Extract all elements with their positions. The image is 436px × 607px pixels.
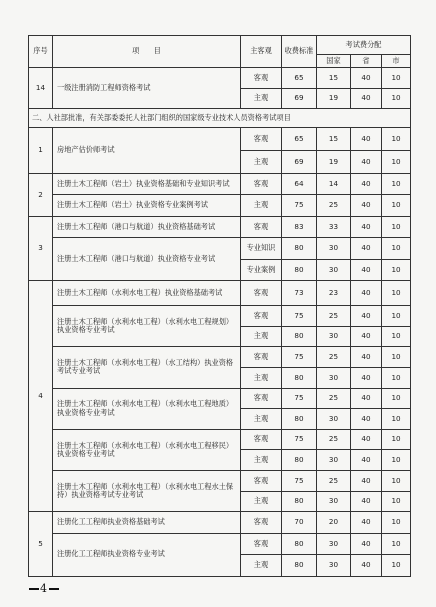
province-cell: 40 <box>351 429 382 450</box>
city-cell: 10 <box>382 491 411 512</box>
nation-cell: 15 <box>317 127 351 150</box>
item-cell: 注册土木工程师（水利水电工程）（水工结构）执业资格考试专业考试 <box>53 347 241 388</box>
item-cell: 注册土木工程师（水利水电工程）（水利水电工程水土保持）执业资格考试专业考试 <box>53 470 241 511</box>
fee-cell: 80 <box>282 450 317 471</box>
province-cell: 40 <box>351 347 382 368</box>
type-cell: 主观 <box>241 491 282 512</box>
province-cell: 40 <box>351 512 382 534</box>
province-cell: 40 <box>351 127 382 150</box>
header-fee: 收费标准 <box>282 36 317 68</box>
province-cell: 40 <box>351 367 382 388</box>
nation-cell: 30 <box>317 491 351 512</box>
item-cell: 注册土木工程师（水利水电工程）执业资格基础考试 <box>53 281 241 306</box>
city-cell: 10 <box>382 326 411 347</box>
table-row <box>29 533 411 555</box>
type-cell: 客观 <box>241 68 282 89</box>
item-cell: 注册土木工程师（水利水电工程）（水利水电工程地质）执业资格专业考试 <box>53 388 241 429</box>
province-cell: 40 <box>351 195 382 217</box>
fee-cell: 80 <box>282 259 317 281</box>
fee-cell: 80 <box>282 555 317 577</box>
province-cell: 40 <box>351 409 382 430</box>
province-cell: 40 <box>351 281 382 306</box>
item-cell: 房地产估价师考试 <box>53 127 241 173</box>
province-cell: 40 <box>351 150 382 173</box>
item-cell: 注册土木工程师（岩土）执业资格专业案例考试 <box>53 195 241 217</box>
type-cell: 客观 <box>241 306 282 327</box>
table-row <box>29 68 411 89</box>
nation-cell: 30 <box>317 238 351 260</box>
section-heading: 二、人社部批准，有关部委委托人社部门组织的国家级专业技术人员资格考试项目 <box>29 109 411 128</box>
nation-cell: 14 <box>317 173 351 195</box>
city-cell: 10 <box>382 88 411 109</box>
type-cell: 主观 <box>241 555 282 577</box>
type-cell: 客观 <box>241 173 282 195</box>
table-row <box>29 429 411 450</box>
type-cell: 主观 <box>241 326 282 347</box>
header-type: 主客观 <box>241 36 282 68</box>
type-cell: 主观 <box>241 88 282 109</box>
type-cell: 主观 <box>241 150 282 173</box>
nation-cell: 15 <box>317 68 351 89</box>
type-cell: 客观 <box>241 347 282 368</box>
type-cell: 客观 <box>241 127 282 150</box>
type-cell: 客观 <box>241 533 282 555</box>
fee-cell: 75 <box>282 388 317 409</box>
fee-cell: 65 <box>282 68 317 89</box>
fee-cell: 75 <box>282 195 317 217</box>
nation-cell: 25 <box>317 429 351 450</box>
nation-cell: 19 <box>317 150 351 173</box>
nation-cell: 30 <box>317 409 351 430</box>
page-number: 4 <box>40 582 48 595</box>
province-cell: 40 <box>351 306 382 327</box>
item-cell: 注册化工工程师执业资格专业考试 <box>53 533 241 576</box>
header-nation: 国家 <box>317 55 351 68</box>
city-cell: 10 <box>382 238 411 260</box>
nation-cell: 30 <box>317 450 351 471</box>
city-cell: 10 <box>382 347 411 368</box>
nation-cell: 33 <box>317 216 351 238</box>
item-cell: 注册土木工程师（港口与航道）执业资格基础考试 <box>53 216 241 238</box>
city-cell: 10 <box>382 259 411 281</box>
fee-cell: 64 <box>282 173 317 195</box>
nation-cell: 30 <box>317 326 351 347</box>
province-cell: 40 <box>351 533 382 555</box>
nation-cell: 25 <box>317 306 351 327</box>
city-cell: 10 <box>382 450 411 471</box>
province-cell: 40 <box>351 173 382 195</box>
province-cell: 40 <box>351 491 382 512</box>
province-cell: 40 <box>351 259 382 281</box>
fee-cell: 70 <box>282 512 317 534</box>
fee-cell: 80 <box>282 533 317 555</box>
fee-cell: 80 <box>282 409 317 430</box>
seq-cell: 2 <box>29 173 53 216</box>
type-cell: 专业知识 <box>241 238 282 260</box>
city-cell: 10 <box>382 216 411 238</box>
type-cell: 主观 <box>241 450 282 471</box>
city-cell: 10 <box>382 512 411 534</box>
fee-cell: 83 <box>282 216 317 238</box>
city-cell: 10 <box>382 533 411 555</box>
table-row <box>29 281 411 306</box>
province-cell: 40 <box>351 68 382 89</box>
province-cell: 40 <box>351 470 382 491</box>
table-row <box>29 388 411 409</box>
type-cell: 客观 <box>241 470 282 491</box>
item-cell: 注册土木工程师（岩土）执业资格基础和专业知识考试 <box>53 173 241 195</box>
city-cell: 10 <box>382 150 411 173</box>
table-row <box>29 470 411 491</box>
item-cell: 注册土木工程师（水利水电工程）（水利水电工程规划）执业资格专业考试 <box>53 306 241 347</box>
page-number-dash-right <box>49 588 59 589</box>
seq-cell: 4 <box>29 281 53 512</box>
city-cell: 10 <box>382 68 411 89</box>
table-row <box>29 512 411 534</box>
type-cell: 客观 <box>241 512 282 534</box>
province-cell: 40 <box>351 216 382 238</box>
section-row <box>29 109 411 128</box>
city-cell: 10 <box>382 388 411 409</box>
table-row <box>29 127 411 150</box>
seq-cell: 5 <box>29 512 53 577</box>
fee-cell: 80 <box>282 326 317 347</box>
nation-cell: 30 <box>317 367 351 388</box>
province-cell: 40 <box>351 88 382 109</box>
type-cell: 客观 <box>241 388 282 409</box>
nation-cell: 23 <box>317 281 351 306</box>
header-province: 省 <box>351 55 382 68</box>
page-number-dash-left <box>29 588 39 589</box>
header-split: 考试费分配 <box>317 36 411 55</box>
city-cell: 10 <box>382 127 411 150</box>
fee-cell: 69 <box>282 88 317 109</box>
fee-cell: 73 <box>282 281 317 306</box>
seq-cell: 14 <box>29 68 53 109</box>
nation-cell: 25 <box>317 470 351 491</box>
header-row <box>29 36 411 55</box>
city-cell: 10 <box>382 367 411 388</box>
city-cell: 10 <box>382 409 411 430</box>
header-item: 项 目 <box>53 36 241 68</box>
city-cell: 10 <box>382 306 411 327</box>
seq-cell: 1 <box>29 127 53 173</box>
type-cell: 客观 <box>241 216 282 238</box>
type-cell: 主观 <box>241 367 282 388</box>
fee-cell: 65 <box>282 127 317 150</box>
item-cell: 注册土木工程师（港口与航道）执业资格专业考试 <box>53 238 241 281</box>
type-cell: 专业案例 <box>241 259 282 281</box>
table-row <box>29 347 411 368</box>
fee-cell: 75 <box>282 347 317 368</box>
nation-cell: 30 <box>317 555 351 577</box>
city-cell: 10 <box>382 470 411 491</box>
header-city: 市 <box>382 55 411 68</box>
city-cell: 10 <box>382 195 411 217</box>
fee-cell: 75 <box>282 429 317 450</box>
fee-cell: 75 <box>282 470 317 491</box>
fee-cell: 80 <box>282 367 317 388</box>
province-cell: 40 <box>351 238 382 260</box>
fee-cell: 75 <box>282 306 317 327</box>
type-cell: 主观 <box>241 195 282 217</box>
exam-fee-table <box>28 35 411 577</box>
fee-cell: 80 <box>282 238 317 260</box>
header-seq: 序号 <box>29 36 53 68</box>
nation-cell: 30 <box>317 533 351 555</box>
item-cell: 注册土木工程师（水利水电工程）（水利水电工程移民）执业资格专业考试 <box>53 429 241 470</box>
seq-cell: 3 <box>29 216 53 281</box>
city-cell: 10 <box>382 173 411 195</box>
type-cell: 主观 <box>241 409 282 430</box>
nation-cell: 19 <box>317 88 351 109</box>
city-cell: 10 <box>382 555 411 577</box>
table-row <box>29 216 411 238</box>
table-row <box>29 195 411 217</box>
type-cell: 客观 <box>241 281 282 306</box>
page-number-footer <box>28 582 60 595</box>
fee-cell: 80 <box>282 491 317 512</box>
province-cell: 40 <box>351 326 382 347</box>
fee-cell: 69 <box>282 150 317 173</box>
province-cell: 40 <box>351 555 382 577</box>
city-cell: 10 <box>382 281 411 306</box>
province-cell: 40 <box>351 450 382 471</box>
table-row <box>29 238 411 260</box>
type-cell: 客观 <box>241 429 282 450</box>
province-cell: 40 <box>351 388 382 409</box>
nation-cell: 20 <box>317 512 351 534</box>
table-row <box>29 306 411 327</box>
nation-cell: 30 <box>317 259 351 281</box>
item-cell: 一级注册消防工程师资格考试 <box>53 68 241 109</box>
nation-cell: 25 <box>317 347 351 368</box>
nation-cell: 25 <box>317 388 351 409</box>
table-row <box>29 173 411 195</box>
item-cell: 注册化工工程师执业资格基础考试 <box>53 512 241 534</box>
city-cell: 10 <box>382 429 411 450</box>
nation-cell: 25 <box>317 195 351 217</box>
